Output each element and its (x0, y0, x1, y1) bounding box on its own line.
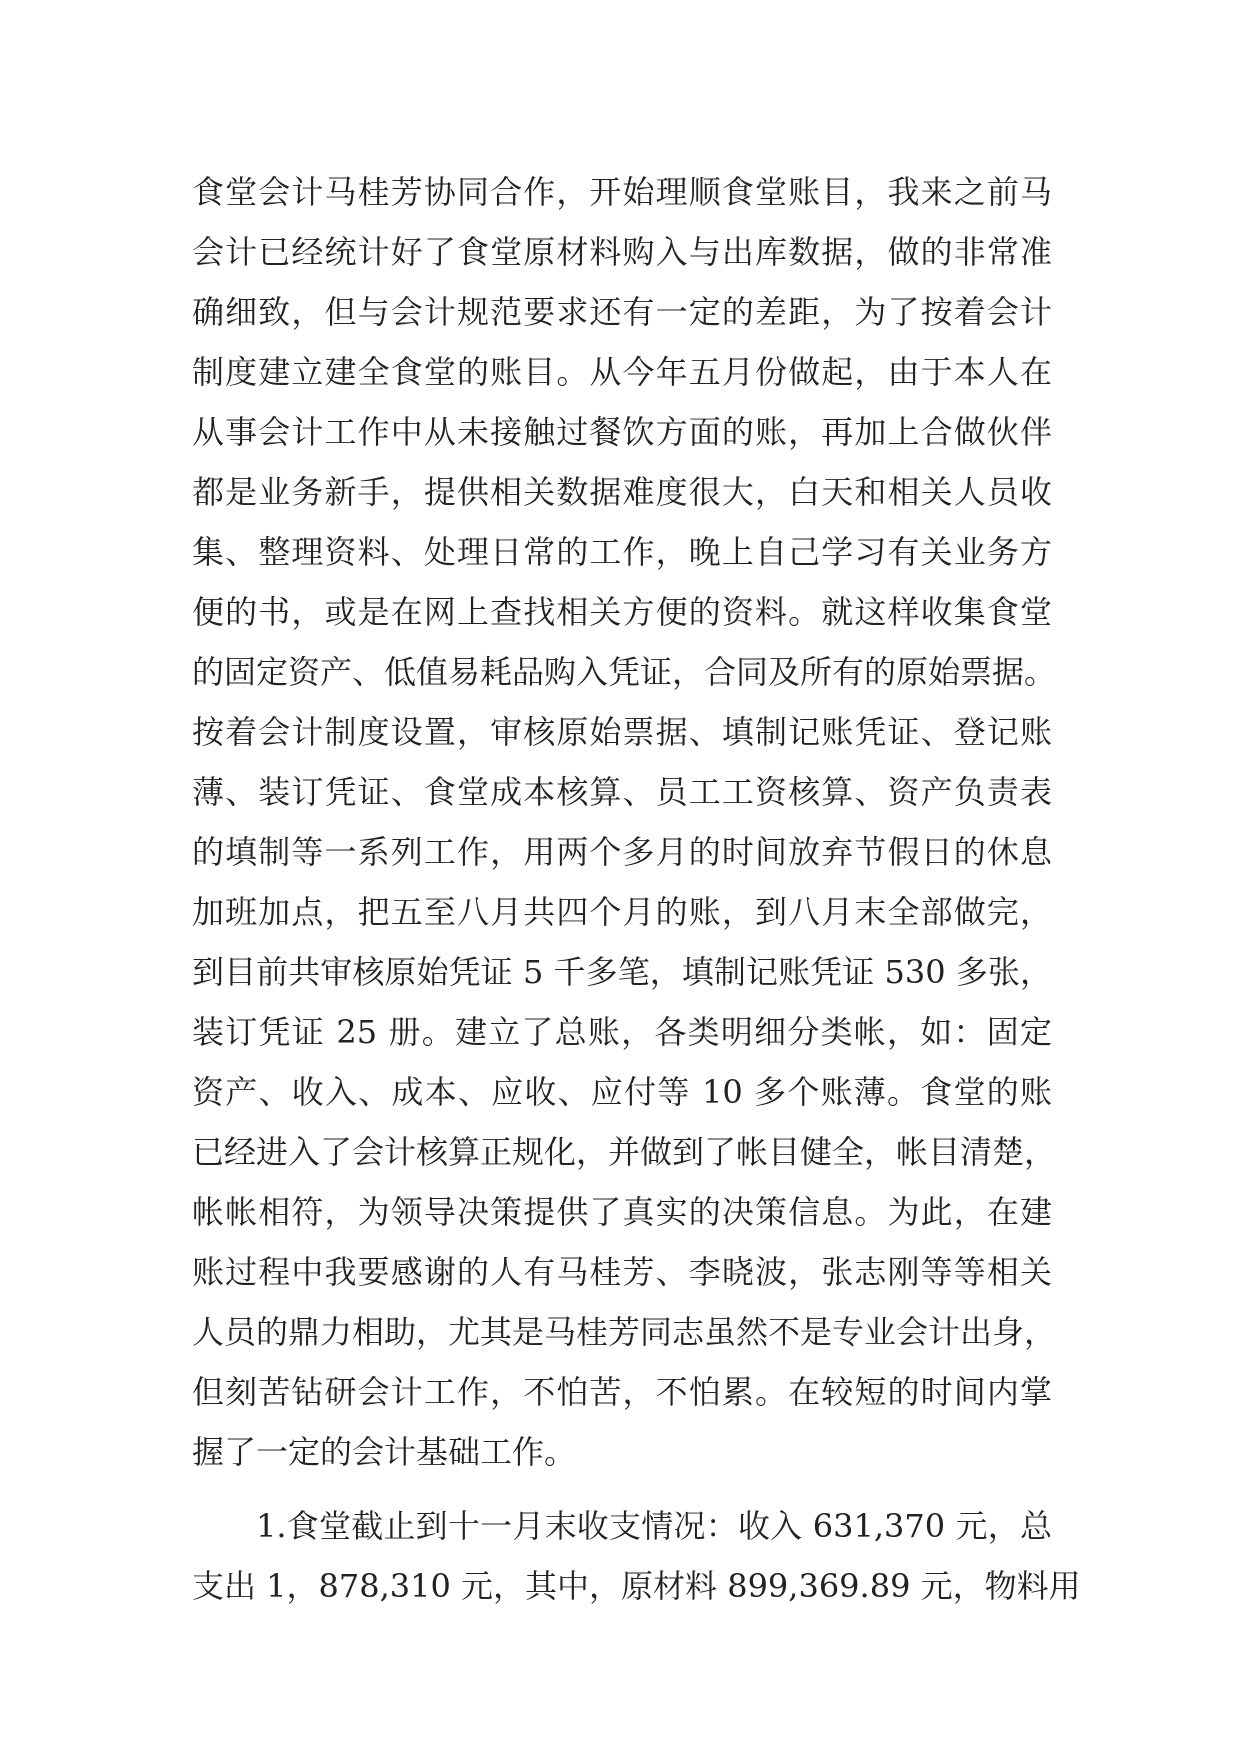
text-line: 的填制等一系列工作，用两个多月的时间放弃节假日的休息 (192, 833, 1052, 871)
text-line: 已经进入了会计核算正规化，并做到了帐目健全，帐目清楚， (192, 1133, 1057, 1171)
text-line: 到目前共审核原始凭证 5 千多笔，填制记账凭证 530 多张， (192, 953, 1052, 991)
text-line: 资产、收入、成本、应收、应付等 10 多个账薄。食堂的账 (192, 1073, 1052, 1111)
text-line: 人员的鼎力相助，尤其是马桂芳同志虽然不是专业会计出身， (192, 1313, 1057, 1351)
text-line: 加班加点，把五至八月共四个月的账，到八月末全部做完， (192, 893, 1052, 931)
text-line: 1.食堂截止到十一月末收支情况：收入 631,370 元，总 (256, 1507, 1052, 1545)
text-line: 支出 1，878,310 元，其中，原材料 899,369.89 元，物料用 (192, 1567, 1081, 1605)
text-line: 的固定资产、低值易耗品购入凭证，合同及所有的原始票据。 (192, 653, 1057, 691)
text-line: 便的书，或是在网上查找相关方便的资料。就这样收集食堂 (192, 593, 1052, 631)
text-line: 但刻苦钻研会计工作，不怕苦，不怕累。在较短的时间内掌 (192, 1373, 1052, 1411)
text-line: 握了一定的会计基础工作。 (192, 1433, 577, 1471)
text-line: 薄、装订凭证、食堂成本核算、员工工资核算、资产负责表 (192, 773, 1052, 811)
text-line: 帐帐相符，为领导决策提供了真实的决策信息。为此，在建 (192, 1193, 1052, 1231)
text-line: 账过程中我要感谢的人有马桂芳、李晓波，张志刚等等相关 (192, 1253, 1052, 1291)
text-line: 集、整理资料、处理日常的工作，晚上自己学习有关业务方 (192, 533, 1052, 571)
text-line: 确细致，但与会计规范要求还有一定的差距，为了按着会计 (192, 293, 1052, 331)
text-line: 制度建立建全食堂的账目。从今年五月份做起，由于本人在 (192, 353, 1052, 391)
text-line: 都是业务新手，提供相关数据难度很大，白天和相关人员收 (192, 473, 1052, 511)
text-line: 装订凭证 25 册。建立了总账，各类明细分类帐，如：固定 (192, 1013, 1052, 1051)
text-line: 按着会计制度设置，审核原始票据、填制记账凭证、登记账 (192, 713, 1052, 751)
text-line: 会计已经统计好了食堂原材料购入与出库数据，做的非常准 (192, 233, 1052, 271)
text-line: 食堂会计马桂芳协同合作，开始理顺食堂账目，我来之前马 (192, 173, 1052, 211)
body-text (192, 162, 1081, 1616)
paragraph-gap (192, 1482, 1052, 1496)
text-line: 从事会计工作中从未接触过餐饮方面的账，再加上合做伙伴 (192, 413, 1052, 451)
